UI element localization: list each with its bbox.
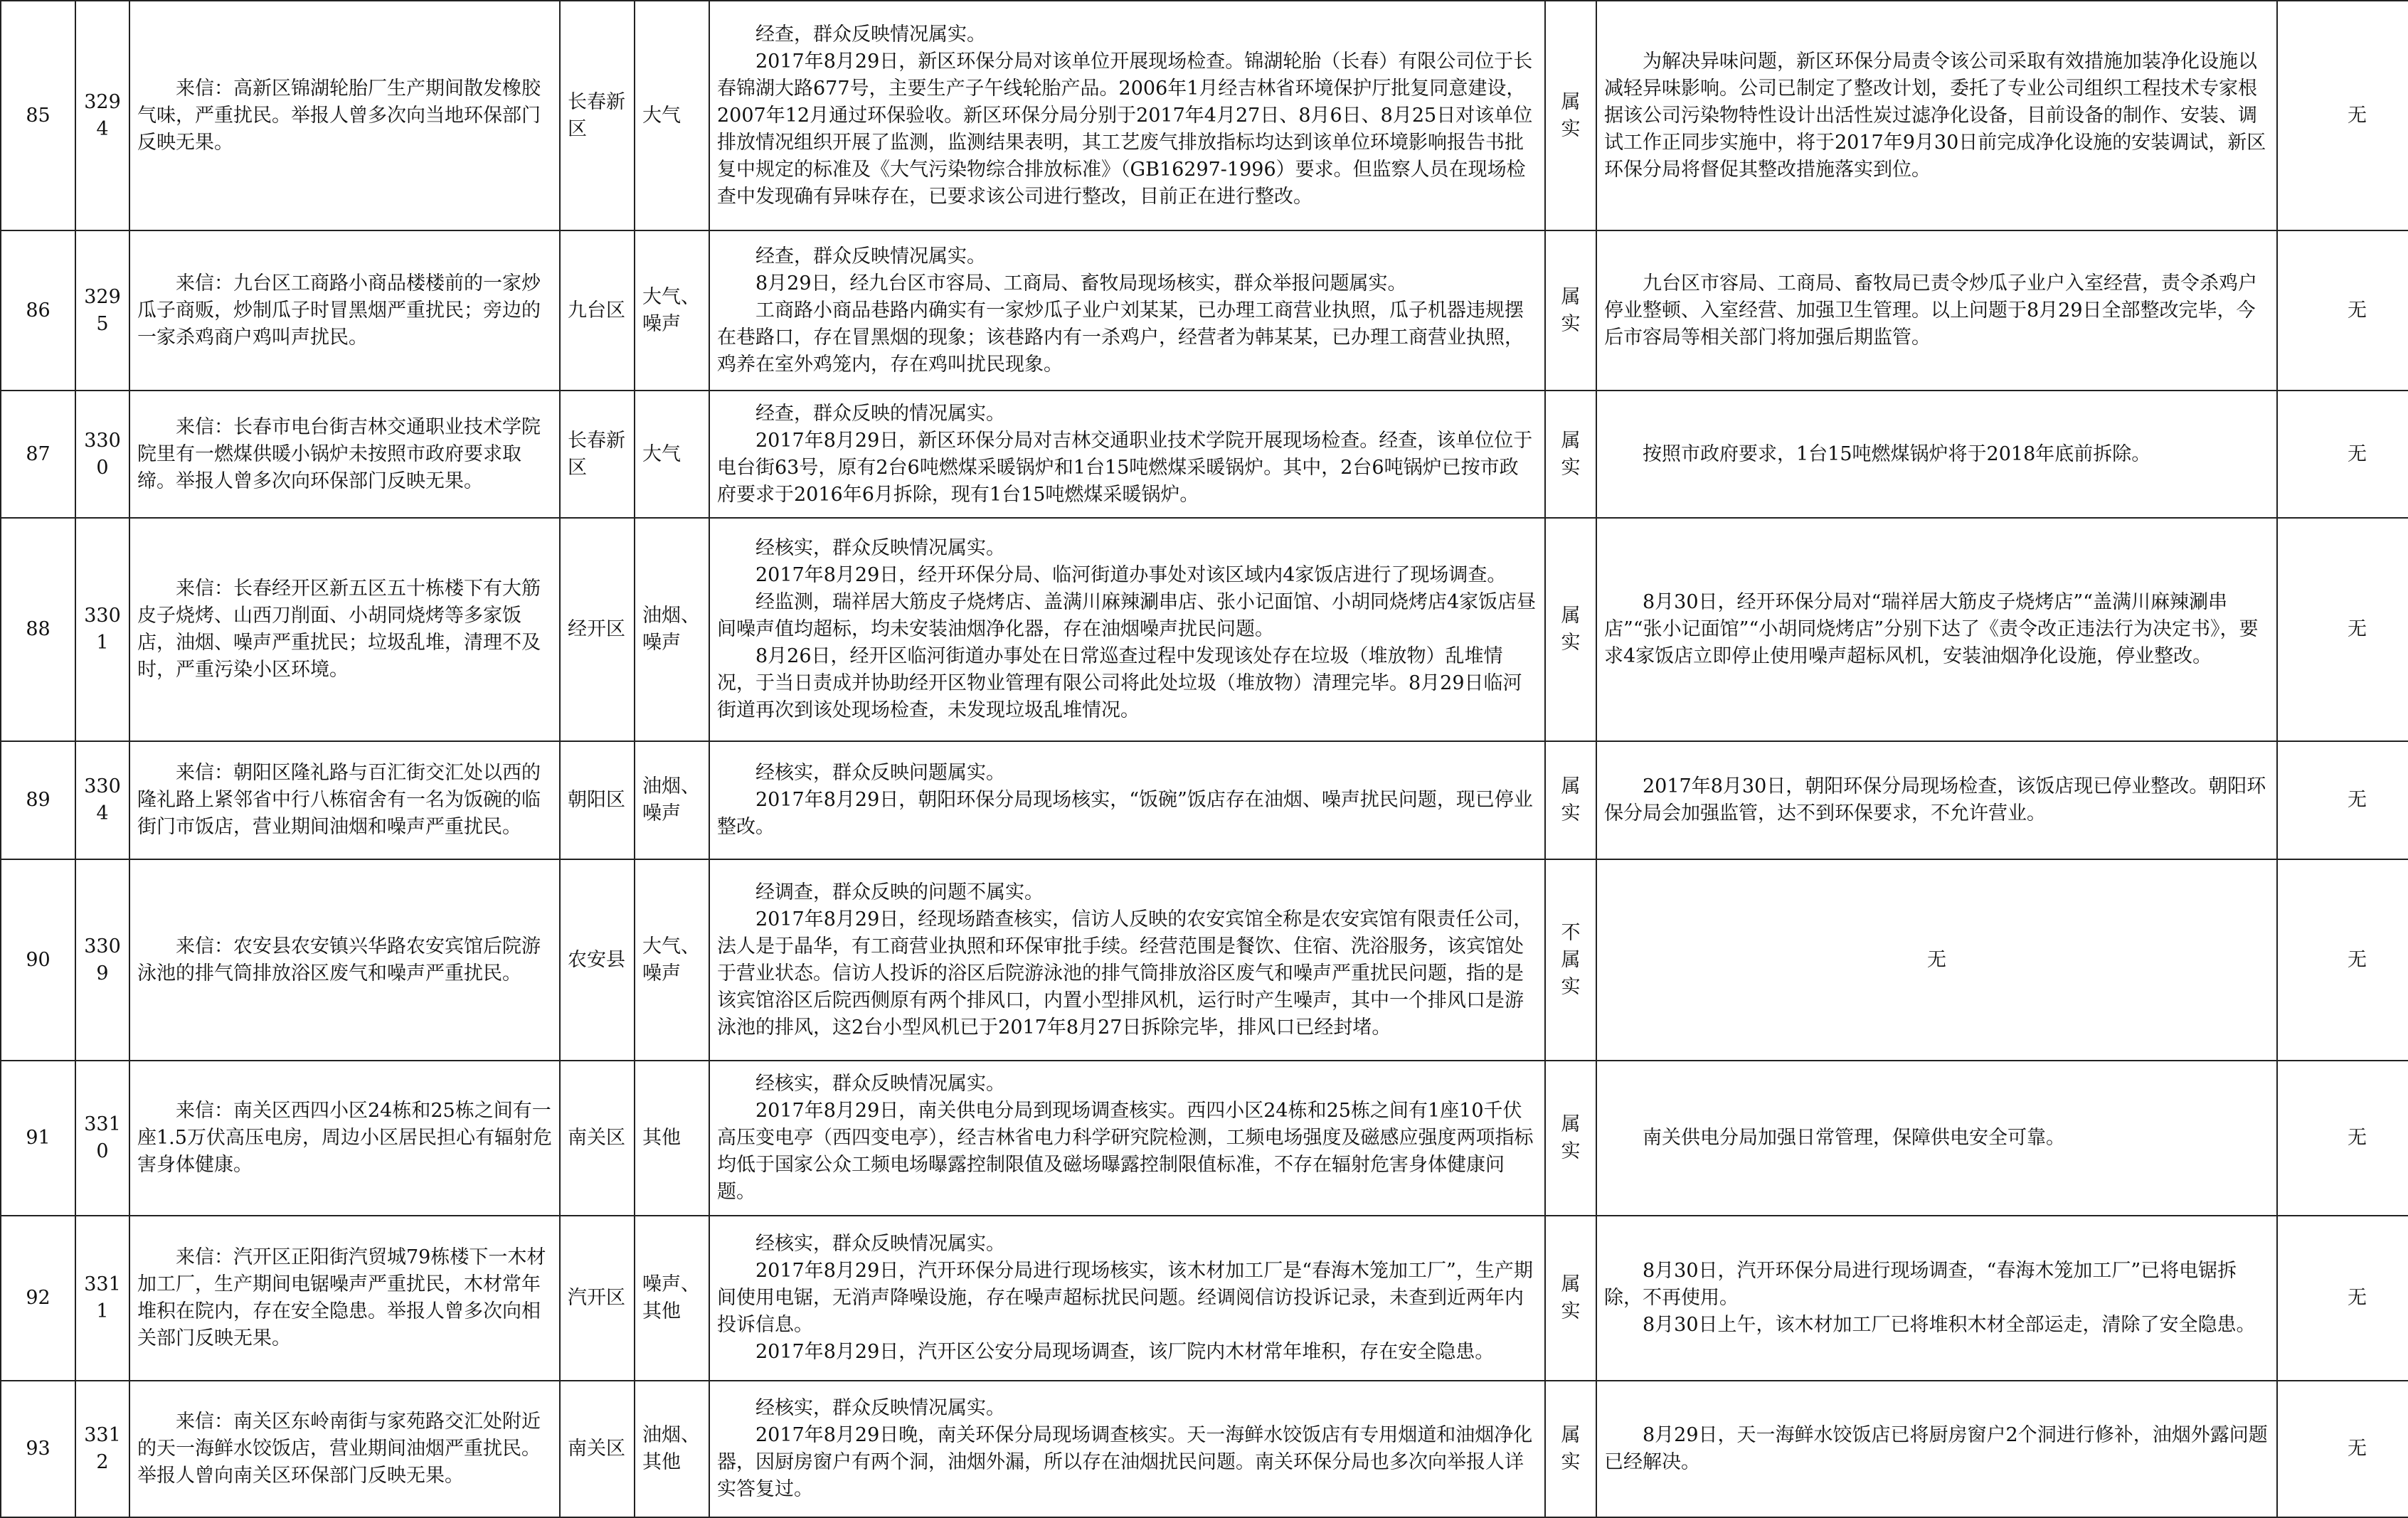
pollution-type-cell: 油烟、噪声 bbox=[635, 518, 709, 741]
row-index-cell: 88 bbox=[1, 518, 75, 741]
investigation-paragraph: 8月26日，经开区临河街道办事处在日常巡查过程中发现该处存在垃圾（堆放物）乱堆情况，于当日责成并协助经开区物业管理有限公司将此处垃圾（堆放物）清理完毕。8月29日临河街道再次到该处现场检查，未发现垃圾乱堆情况。 bbox=[717, 645, 1522, 721]
case-number-cell: 3312 bbox=[75, 1381, 129, 1517]
pollution-type-cell: 其他 bbox=[635, 1061, 709, 1216]
case-number-cell: 3301 bbox=[75, 518, 129, 741]
region-cell: 长春新区 bbox=[560, 1, 635, 230]
complaint-letter-cell bbox=[129, 1, 560, 230]
handling-cell bbox=[1596, 859, 2277, 1061]
row-index-cell: 93 bbox=[1, 1381, 75, 1517]
table-row bbox=[1, 518, 2408, 741]
verdict-cell: 不属实 bbox=[1545, 859, 1596, 1061]
complaint-text: 来信：朝阳区隆礼路与百汇街交汇处以西的隆礼路上紧邻省中行八栋宿舍有一名为饭碗的临街门市饭店，营业期间油烟和噪声严重扰民。 bbox=[137, 762, 541, 838]
complaint-text: 来信：农安县农安镇兴华路农安宾馆后院游泳池的排气筒排放浴区废气和噪声严重扰民。 bbox=[137, 935, 541, 984]
investigation-paragraph: 经查，群众反映的情况属实。 bbox=[755, 402, 1005, 425]
handling-paragraph: 8月30日上午，该木材加工厂已将堆积木材全部运走，清除了安全隐患。 bbox=[1643, 1314, 2256, 1336]
investigation-paragraph: 2017年8月29日，经开环保分局、临河街道办事处对该区域内4家饭店进行了现场调查。 bbox=[755, 564, 1507, 586]
investigation-paragraph: 经核实，群众反映情况属实。 bbox=[755, 537, 1005, 559]
investigation-paragraph: 工商路小商品巷路内确实有一家炒瓜子业户刘某某，已办理工商营业执照，瓜子机器违规摆在巷路口，存在冒黑烟的现象；该巷路内有一杀鸡户，经营者为韩某某，已办理工商营业执照，鸡养在室外鸡笼内，存在鸡叫扰民现象。 bbox=[717, 299, 1524, 376]
table-row bbox=[1, 859, 2408, 1061]
pollution-type-cell: 油烟、噪声 bbox=[635, 741, 709, 859]
complaint-letter-cell bbox=[129, 1216, 560, 1381]
investigation-paragraph: 2017年8月29日，汽开环保分局进行现场核实，该木材加工厂是“春海木笼加工厂”，生产期间使用电锯，无消声降噪设施，存在噪声超标扰民问题。经调阅信访投诉记录，未查到近两年内投诉信息。 bbox=[717, 1260, 1533, 1336]
complaint-text: 来信：高新区锦湖轮胎厂生产期间散发橡胶气味，严重扰民。举报人曾多次向当地环保部门反映无果。 bbox=[137, 77, 541, 154]
accountability-cell: 无 bbox=[2277, 1381, 2408, 1517]
investigation-paragraph: 经核实，群众反映情况属实。 bbox=[755, 1073, 1005, 1095]
row-index-cell: 89 bbox=[1, 741, 75, 859]
table-row bbox=[1, 391, 2408, 518]
handling-paragraph: 九台区市容局、工商局、畜牧局已责令炒瓜子业户入室经营，责令杀鸡户停业整顿、入室经营、加强卫生管理。以上问题于8月29日全部整改完毕，今后市容局等相关部门将加强后期监管。 bbox=[1604, 272, 2257, 349]
table-row bbox=[1, 741, 2408, 859]
verdict-cell: 属实 bbox=[1545, 1216, 1596, 1381]
case-number-cell: 3309 bbox=[75, 859, 129, 1061]
handling-cell bbox=[1596, 518, 2277, 741]
region-cell: 南关区 bbox=[560, 1381, 635, 1517]
table-row bbox=[1, 1061, 2408, 1216]
investigation-cell bbox=[709, 1, 1545, 230]
row-index-cell: 92 bbox=[1, 1216, 75, 1381]
investigation-cell bbox=[709, 741, 1545, 859]
investigation-cell bbox=[709, 518, 1545, 741]
handling-paragraph: 无 bbox=[1927, 948, 1946, 971]
case-number-cell: 3304 bbox=[75, 741, 129, 859]
handling-paragraph: 南关供电分局加强日常管理，保障供电安全可靠。 bbox=[1643, 1127, 2065, 1149]
case-number-cell: 3295 bbox=[75, 230, 129, 391]
region-cell: 长春新区 bbox=[560, 391, 635, 518]
handling-cell bbox=[1596, 230, 2277, 391]
region-cell: 九台区 bbox=[560, 230, 635, 391]
handling-cell bbox=[1596, 1061, 2277, 1216]
verdict-cell: 属实 bbox=[1545, 1, 1596, 230]
verdict-cell: 属实 bbox=[1545, 230, 1596, 391]
accountability-cell: 无 bbox=[2277, 518, 2408, 741]
handling-cell bbox=[1596, 391, 2277, 518]
case-number-cell: 3300 bbox=[75, 391, 129, 518]
investigation-paragraph: 8月29日，经九台区市容局、工商局、畜牧局现场核实，群众举报问题属实。 bbox=[755, 272, 1407, 294]
accountability-cell: 无 bbox=[2277, 1061, 2408, 1216]
accountability-cell: 无 bbox=[2277, 1, 2408, 230]
complaint-text: 来信：长春经开区新五区五十栋楼下有大筋皮子烧烤、山西刀削面、小胡同烧烤等多家饭店，油烟、噪声严重扰民；垃圾乱堆，清理不及时，严重污染小区环境。 bbox=[137, 578, 541, 681]
table-row bbox=[1, 1216, 2408, 1381]
case-number-cell: 3310 bbox=[75, 1061, 129, 1216]
investigation-paragraph: 经监测，瑞祥居大筋皮子烧烤店、盖满川麻辣涮串店、张小记面馆、小胡同烧烤店4家饭店昼间噪声值均超标，均未安装油烟净化器，存在油烟噪声扰民问题。 bbox=[717, 591, 1537, 640]
handling-cell bbox=[1596, 1, 2277, 230]
pollution-type-cell: 油烟、其他 bbox=[635, 1381, 709, 1517]
table-body bbox=[1, 1, 2408, 1517]
pollution-type-cell: 大气 bbox=[635, 391, 709, 518]
investigation-cell bbox=[709, 1381, 1545, 1517]
row-index-cell: 85 bbox=[1, 1, 75, 230]
complaint-text: 来信：南关区东岭南街与家苑路交汇处附近的天一海鲜水饺饭店，营业期间油烟严重扰民。举报人曾向南关区环保部门反映无果。 bbox=[137, 1411, 541, 1487]
investigation-paragraph: 经核实，群众反映情况属实。 bbox=[755, 1233, 1005, 1255]
investigation-cell bbox=[709, 230, 1545, 391]
handling-paragraph: 8月29日，天一海鲜水饺饭店已将厨房窗户2个洞进行修补，油烟外露问题已经解决。 bbox=[1604, 1424, 2268, 1473]
investigation-cell bbox=[709, 1061, 1545, 1216]
case-number-cell: 3311 bbox=[75, 1216, 129, 1381]
table-row bbox=[1, 230, 2408, 391]
table-row bbox=[1, 1381, 2408, 1517]
complaint-letter-cell bbox=[129, 859, 560, 1061]
verdict-cell: 属实 bbox=[1545, 1381, 1596, 1517]
accountability-cell: 无 bbox=[2277, 1216, 2408, 1381]
complaint-letter-cell bbox=[129, 230, 560, 391]
pollution-type-cell: 大气 bbox=[635, 1, 709, 230]
handling-paragraph: 8月30日，汽开环保分局进行现场调查，“春海木笼加工厂”已将电锯拆除，不再使用。 bbox=[1604, 1260, 2237, 1309]
investigation-paragraph: 经查，群众反映情况属实。 bbox=[755, 245, 986, 267]
complaint-letter-cell bbox=[129, 1381, 560, 1517]
investigation-cell bbox=[709, 859, 1545, 1061]
row-index-cell: 90 bbox=[1, 859, 75, 1061]
investigation-paragraph: 2017年8月29日，经现场踏查核实，信访人反映的农安宾馆全称是农安宾馆有限责任公司，法人是于晶华，有工商营业执照和环保审批手续。经营范围是餐饮、住宿、洗浴服务，该宾馆处于营业状态。信访人投诉的浴区后院游泳池的排气筒排放浴区废气和噪声严重扰民问题，指的是该宾馆浴区后院西侧原有两个排风口，内置小型排风机，运行时产生噪声，其中一个排风口是游泳池的排风，这2台小型风机已于2017年8月27日拆除完毕，排风口已经封堵。 bbox=[717, 908, 1533, 1039]
region-cell: 农安县 bbox=[560, 859, 635, 1061]
table-row bbox=[1, 1, 2408, 230]
investigation-paragraph: 经核实，群众反映问题属实。 bbox=[755, 762, 1005, 784]
accountability-cell: 无 bbox=[2277, 859, 2408, 1061]
handling-cell bbox=[1596, 1381, 2277, 1517]
pollution-type-cell: 大气、噪声 bbox=[635, 230, 709, 391]
region-cell: 汽开区 bbox=[560, 1216, 635, 1381]
investigation-paragraph: 经调查，群众反映的问题不属实。 bbox=[755, 881, 1044, 903]
accountability-cell: 无 bbox=[2277, 741, 2408, 859]
handling-paragraph: 8月30日，经开环保分局对“瑞祥居大筋皮子烧烤店”“盖满川麻辣涮串店”“张小记面馆”“小胡同烧烤店”分别下达了《责令改正违法行为决定书》，要求4家饭店立即停止使用噪声超标风机，安装油烟净化设施，停业整改。 bbox=[1604, 591, 2259, 667]
handling-cell bbox=[1596, 1216, 2277, 1381]
verdict-cell: 属实 bbox=[1545, 518, 1596, 741]
complaint-text: 来信：南关区西四小区24栋和25栋之间有一座1.5万伏高压电房，周边小区居民担心有辐射危害身体健康。 bbox=[137, 1100, 552, 1176]
row-index-cell: 87 bbox=[1, 391, 75, 518]
complaint-letter-cell bbox=[129, 391, 560, 518]
row-index-cell: 91 bbox=[1, 1061, 75, 1216]
case-number-cell: 3294 bbox=[75, 1, 129, 230]
region-cell: 朝阳区 bbox=[560, 741, 635, 859]
complaint-text: 来信：长春市电台街吉林交通职业技术学院院里有一燃煤供暖小锅炉未按照市政府要求取缔。举报人曾多次向环保部门反映无果。 bbox=[137, 415, 541, 492]
complaint-text: 来信：汽开区正阳街汽贸城79栋楼下一木材加工厂，生产期间电锯噪声严重扰民，木材常年堆积在院内，存在安全隐患。举报人曾多次向相关部门反映无果。 bbox=[137, 1246, 546, 1349]
complaint-letter-cell bbox=[129, 518, 560, 741]
investigation-cell bbox=[709, 1216, 1545, 1381]
investigation-paragraph: 经核实，群众反映情况属实。 bbox=[755, 1397, 1005, 1419]
region-cell: 南关区 bbox=[560, 1061, 635, 1216]
investigation-paragraph: 2017年8月29日，汽开区公安分局现场调查，该厂院内木材常年堆积，存在安全隐患。 bbox=[755, 1341, 1495, 1363]
handling-paragraph: 为解决异味问题，新区环保分局责令该公司采取有效措施加装净化设施以减轻异味影响。公司已制定了整改计划，委托了专业公司组织工程技术专家根据该公司污染物特性设计出活性炭过滤净化设备，目前设备的制作、安装、调试工作正同步实施中，将于2017年9月30日前完成净化设施的安装调试，新区环保分局将督促其整改措施落实到位。 bbox=[1604, 50, 2266, 181]
investigation-paragraph: 2017年8月29日，新区环保分局对吉林交通职业技术学院开展现场检查。经查，该单位位于电台街63号，原有2台6吨燃煤采暖锅炉和1台15吨燃煤采暖锅炉。其中，2台6吨锅炉已按市政府要求于2016年6月拆除，现有1台15吨燃煤采暖锅炉。 bbox=[717, 429, 1533, 506]
pollution-type-cell: 大气、噪声 bbox=[635, 859, 709, 1061]
accountability-cell: 无 bbox=[2277, 391, 2408, 518]
row-index-cell: 86 bbox=[1, 230, 75, 391]
complaint-letter-cell bbox=[129, 741, 560, 859]
complaint-text: 来信：九台区工商路小商品楼楼前的一家炒瓜子商贩，炒制瓜子时冒黑烟严重扰民；旁边的一家杀鸡商户鸡叫声扰民。 bbox=[137, 272, 541, 349]
verdict-cell: 属实 bbox=[1545, 391, 1596, 518]
investigation-cell bbox=[709, 391, 1545, 518]
investigation-paragraph: 经查，群众反映情况属实。 bbox=[755, 23, 986, 46]
investigation-paragraph: 2017年8月29日，南关供电分局到现场调查核实。西四小区24栋和25栋之间有1座10千伏高压变电亭（西四变电亭），经吉林省电力科学研究院检测，工频电场强度及磁感应强度两项指标均低于国家公众工频电场曝露控制限值及磁场曝露控制限值标准，不存在辐射危害身体健康问题。 bbox=[717, 1100, 1534, 1203]
region-cell: 经开区 bbox=[560, 518, 635, 741]
investigation-paragraph: 2017年8月29日，朝阳环保分局现场核实，“饭碗”饭店存在油烟、噪声扰民问题，现已停业整改。 bbox=[717, 789, 1533, 838]
pollution-type-cell: 噪声、其他 bbox=[635, 1216, 709, 1381]
handling-paragraph: 2017年8月30日，朝阳环保分局现场检查，该饭店现已停业整改。朝阳环保分局会加强监管，达不到环保要求，不允许营业。 bbox=[1604, 775, 2266, 824]
verdict-cell: 属实 bbox=[1545, 1061, 1596, 1216]
accountability-cell: 无 bbox=[2277, 230, 2408, 391]
investigation-paragraph: 2017年8月29日，新区环保分局对该单位开展现场检查。锦湖轮胎（长春）有限公司位于长春锦湖大路677号，主要生产子午线轮胎产品。2006年1月经吉林省环境保护厅批复同意建设，2007年12月通过环保验收。新区环保分局分别于2017年4月27日、8月6日、8月25日对该单位排放情况组织开展了监测，监测结果表明，其工艺废气排放指标均达到该单位环境影响报告书批复中规定的标准及《大气污染物综合排放标准》（GB16297-1996）要求。但监察人员在现场检查中发现确有异味存在，已要求该公司进行整改，目前正在进行整改。 bbox=[717, 50, 1533, 208]
investigation-paragraph: 2017年8月29日晚，南关环保分局现场调查核实。天一海鲜水饺饭店有专用烟道和油烟净化器，因厨房窗户有两个洞，油烟外漏，所以存在油烟扰民问题。南关环保分局也多次向举报人详实答复过。 bbox=[717, 1424, 1533, 1500]
handling-cell bbox=[1596, 741, 2277, 859]
complaint-letter-cell bbox=[129, 1061, 560, 1216]
verdict-cell: 属实 bbox=[1545, 741, 1596, 859]
handling-paragraph: 按照市政府要求，1台15吨燃煤锅炉将于2018年底前拆除。 bbox=[1643, 442, 2151, 465]
